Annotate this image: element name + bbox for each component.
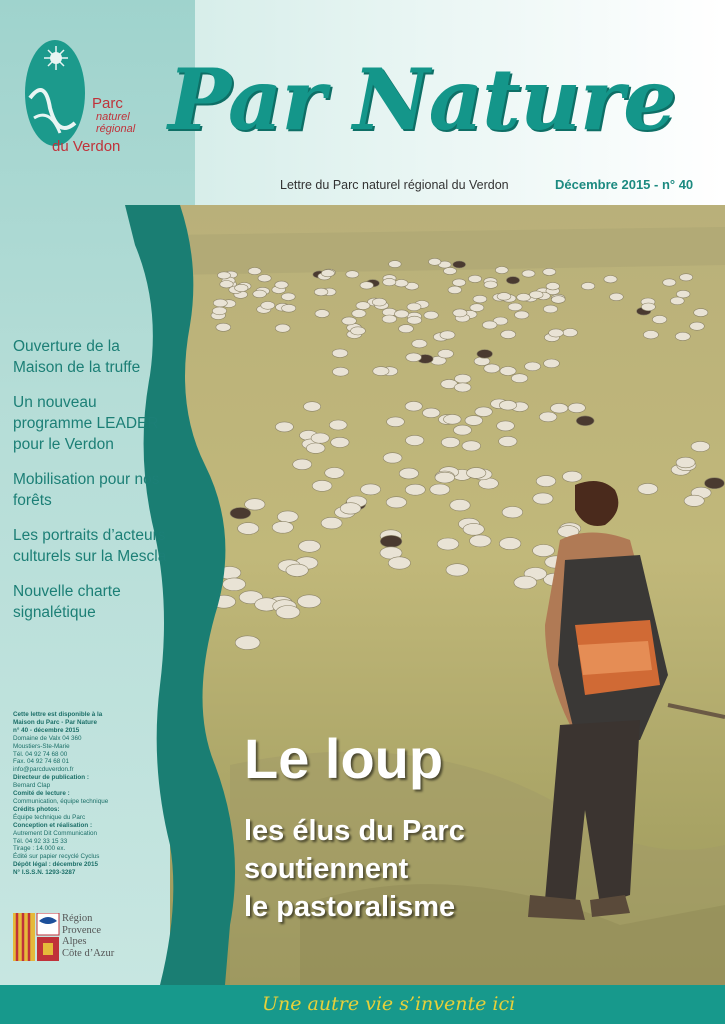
logo-line-parc: Parc — [92, 95, 123, 112]
sheep — [544, 359, 560, 368]
sheep — [536, 476, 556, 487]
sheep — [470, 535, 492, 547]
sheep — [499, 400, 516, 410]
sheep — [517, 294, 531, 302]
colophon-line: Tirage : 14.000 ex. — [13, 845, 66, 853]
sheep — [275, 422, 293, 432]
cover-subheadline — [244, 812, 465, 926]
sheep — [495, 267, 508, 274]
sheep — [238, 523, 259, 535]
sheep — [389, 261, 402, 268]
sheep — [276, 606, 300, 619]
sheep — [306, 443, 325, 453]
sheep — [342, 317, 357, 325]
sheep — [676, 290, 690, 298]
sheep — [563, 329, 578, 337]
sheep — [399, 325, 414, 333]
sheep — [453, 279, 466, 286]
sheep — [253, 290, 267, 298]
footer-slogan: Une autre vie s’invente ici — [262, 993, 516, 1015]
sheep — [454, 383, 471, 392]
sheep — [453, 309, 467, 317]
sheep — [361, 484, 381, 495]
sheep — [652, 316, 666, 324]
sheep — [462, 441, 481, 451]
sheep — [450, 500, 470, 511]
sheep — [360, 282, 373, 289]
sheep — [281, 293, 295, 301]
sheep — [515, 311, 529, 319]
sheep — [346, 271, 359, 278]
sheep — [502, 507, 523, 518]
sheep — [311, 433, 329, 443]
sheep — [331, 437, 349, 447]
sheep — [543, 305, 557, 313]
sheep — [395, 280, 408, 287]
sheep — [382, 315, 396, 323]
region-line: Alpes — [62, 936, 87, 947]
sheep — [235, 284, 248, 291]
sheep — [511, 374, 527, 383]
sheep — [340, 503, 361, 514]
sheep — [497, 421, 515, 431]
logo-line-regional: régional — [96, 123, 136, 135]
region-logo — [13, 913, 63, 963]
sheep — [245, 499, 265, 510]
table-of-contents — [13, 336, 173, 637]
sheep — [407, 303, 421, 311]
sheep — [424, 311, 438, 319]
colophon-email[interactable]: info@parcduverdon.fr — [13, 766, 74, 774]
sheep — [444, 414, 462, 424]
sheep — [372, 298, 386, 306]
sheep — [484, 281, 497, 288]
region-text — [62, 913, 142, 959]
sheep — [508, 303, 522, 311]
sheep — [610, 293, 624, 301]
sheep — [213, 299, 227, 307]
sheep — [406, 353, 422, 362]
sheep — [304, 402, 321, 412]
sheep — [522, 270, 535, 277]
sheep — [286, 564, 308, 576]
sheep — [551, 296, 565, 304]
sheep — [277, 511, 298, 523]
sheep — [448, 286, 462, 294]
logo-line-naturel: naturel — [96, 111, 130, 123]
sheep — [325, 468, 344, 479]
sheep — [351, 327, 366, 335]
colophon-line: N° I.S.S.N. 1293-3287 — [13, 869, 76, 877]
sheep — [463, 523, 484, 535]
colophon-line: Tél. 04 92 33 15 33 — [13, 837, 68, 845]
sheep — [275, 324, 290, 332]
sheep — [387, 417, 405, 427]
sheep — [405, 484, 425, 495]
sheep — [563, 471, 582, 482]
sheep — [676, 457, 695, 468]
sheep — [499, 538, 521, 550]
sheep — [468, 275, 481, 282]
sheep — [500, 367, 516, 376]
toc-item[interactable]: Les portraits d’acteurs culturels sur la Mescla — [13, 527, 167, 565]
sheep — [235, 636, 260, 650]
sheep — [405, 401, 422, 411]
region-line: Région — [62, 913, 93, 924]
sheep — [530, 291, 544, 299]
sheep — [261, 302, 275, 310]
toc-item[interactable]: Nouvelle charte signalétique — [13, 583, 121, 621]
sheep — [506, 277, 519, 284]
colophon-line: Dépôt légal : décembre 2015 — [13, 861, 99, 869]
toc-item[interactable]: Un nouveau programme LEADER pour le Verdon — [13, 394, 159, 453]
colophon-line: Édité sur papier recyclé Cyclus — [13, 853, 100, 861]
sheep — [388, 557, 410, 569]
sheep — [299, 540, 321, 552]
sheep — [383, 453, 402, 463]
sheep — [446, 564, 468, 576]
sheep — [581, 282, 594, 289]
sheep — [482, 321, 497, 329]
sheep — [680, 274, 693, 281]
sheep — [454, 425, 472, 435]
subheadline-line: soutiennent — [244, 853, 409, 885]
issue-date: Décembre 2015 - n° 40 — [555, 177, 694, 192]
sheep — [533, 493, 553, 504]
sheep — [641, 303, 655, 311]
sheep — [514, 576, 537, 589]
sheep — [332, 349, 348, 358]
sheep — [441, 437, 459, 447]
sheep — [705, 478, 725, 489]
colophon-line: n° 40 - décembre 2015 — [13, 726, 80, 734]
sheep — [690, 322, 705, 330]
sheep — [423, 408, 440, 418]
colophon-line: Communication, équipe technique — [13, 797, 109, 805]
sheep — [539, 412, 557, 422]
colophon-line: Comité de lecture : — [13, 790, 70, 798]
logo-line-verdon: du Verdon — [52, 138, 121, 155]
sheep — [312, 480, 332, 491]
sheep — [663, 279, 676, 286]
sheep — [691, 441, 710, 451]
colophon-line: Cette lettre est disponible à la — [13, 711, 103, 718]
colophon-line: Équipe technique du Parc — [13, 813, 86, 821]
cover-headline: Le loup — [244, 727, 444, 790]
sheep — [218, 272, 231, 279]
sheep — [499, 436, 517, 446]
sheep — [321, 270, 334, 277]
sheep — [321, 517, 342, 529]
sheep — [546, 283, 559, 290]
sheep — [551, 403, 568, 413]
sheep — [437, 538, 459, 550]
sheep — [282, 304, 296, 312]
region-line: Côte d’Azur — [62, 947, 115, 959]
sheep — [455, 374, 471, 383]
sheep — [638, 483, 658, 494]
sheep — [333, 367, 349, 376]
sheep — [212, 307, 226, 315]
colophon-line: Conception et réalisation : — [13, 821, 93, 829]
sheep — [576, 416, 594, 426]
sheep — [373, 367, 389, 376]
sheep — [543, 268, 556, 275]
sheep — [315, 310, 329, 318]
sheep — [477, 350, 493, 359]
sheep — [465, 416, 483, 426]
colophon-line: Crédits photos: — [13, 805, 60, 813]
sheep — [356, 302, 370, 310]
sheep — [467, 468, 486, 479]
sheep — [497, 293, 511, 301]
sheep — [440, 331, 455, 339]
sheep — [380, 535, 402, 547]
region-line: Provence — [62, 924, 102, 936]
colophon-line: Domaine de Valx 04 360 — [13, 734, 82, 742]
sheep — [272, 521, 293, 533]
magazine-title: Par Nature — [168, 50, 676, 149]
colophon-line: Bernard Clap — [13, 782, 51, 790]
sheep — [444, 267, 457, 274]
sheep — [223, 578, 246, 591]
sheep — [453, 261, 466, 268]
sheep — [216, 323, 231, 331]
sheep — [230, 508, 251, 519]
sheep — [412, 340, 427, 348]
sheep — [643, 331, 658, 339]
sheep — [329, 420, 347, 430]
sheep — [428, 258, 441, 265]
colophon-line: Tél. 04 92 74 68 00 — [13, 750, 68, 758]
sheep — [670, 297, 684, 305]
colophon-line: Moustiers-Ste-Marie — [13, 742, 70, 750]
sheep — [501, 330, 516, 338]
sheep — [395, 310, 409, 318]
sheep — [248, 268, 261, 275]
sheep — [386, 497, 406, 508]
sheep — [533, 545, 555, 557]
sheep — [470, 304, 484, 312]
sheep — [475, 407, 492, 417]
toc-item[interactable]: Mobilisation pour nos forêts — [13, 471, 160, 509]
sheep — [675, 332, 690, 340]
sheep — [258, 275, 271, 282]
colophon-line: Fax. 04 92 74 68 01 — [13, 758, 70, 766]
sheep — [298, 595, 321, 608]
sheep — [399, 468, 418, 479]
sheep — [407, 316, 421, 324]
colophon-line: Autrement Dit Communication — [13, 829, 97, 837]
sheep — [604, 276, 617, 283]
sheep — [275, 281, 288, 288]
subheadline-line: le pastoralisme — [244, 891, 456, 923]
sheep — [549, 329, 564, 337]
colophon — [13, 711, 123, 877]
magazine-subtitle: Lettre du Parc naturel régional du Verdon — [280, 178, 509, 192]
sheep — [435, 472, 455, 483]
sheep — [525, 362, 541, 371]
subheadline-line: les élus du Parc — [244, 815, 465, 847]
sheep — [473, 295, 487, 303]
toc-item[interactable]: Ouverture de la Maison de la truffe — [13, 338, 141, 376]
sheep — [383, 278, 396, 285]
sheep — [406, 435, 424, 445]
colophon-line: Directeur de publication : — [13, 774, 89, 782]
sheep — [568, 403, 585, 413]
sheep — [694, 309, 708, 317]
colophon-line: Maison du Parc - Par Nature — [13, 718, 97, 726]
sheep — [684, 495, 704, 506]
sheep — [430, 484, 450, 495]
sheep — [220, 281, 233, 288]
sheep — [438, 350, 454, 359]
sheep — [352, 310, 366, 318]
sheep — [314, 288, 328, 296]
sheep — [293, 459, 312, 470]
